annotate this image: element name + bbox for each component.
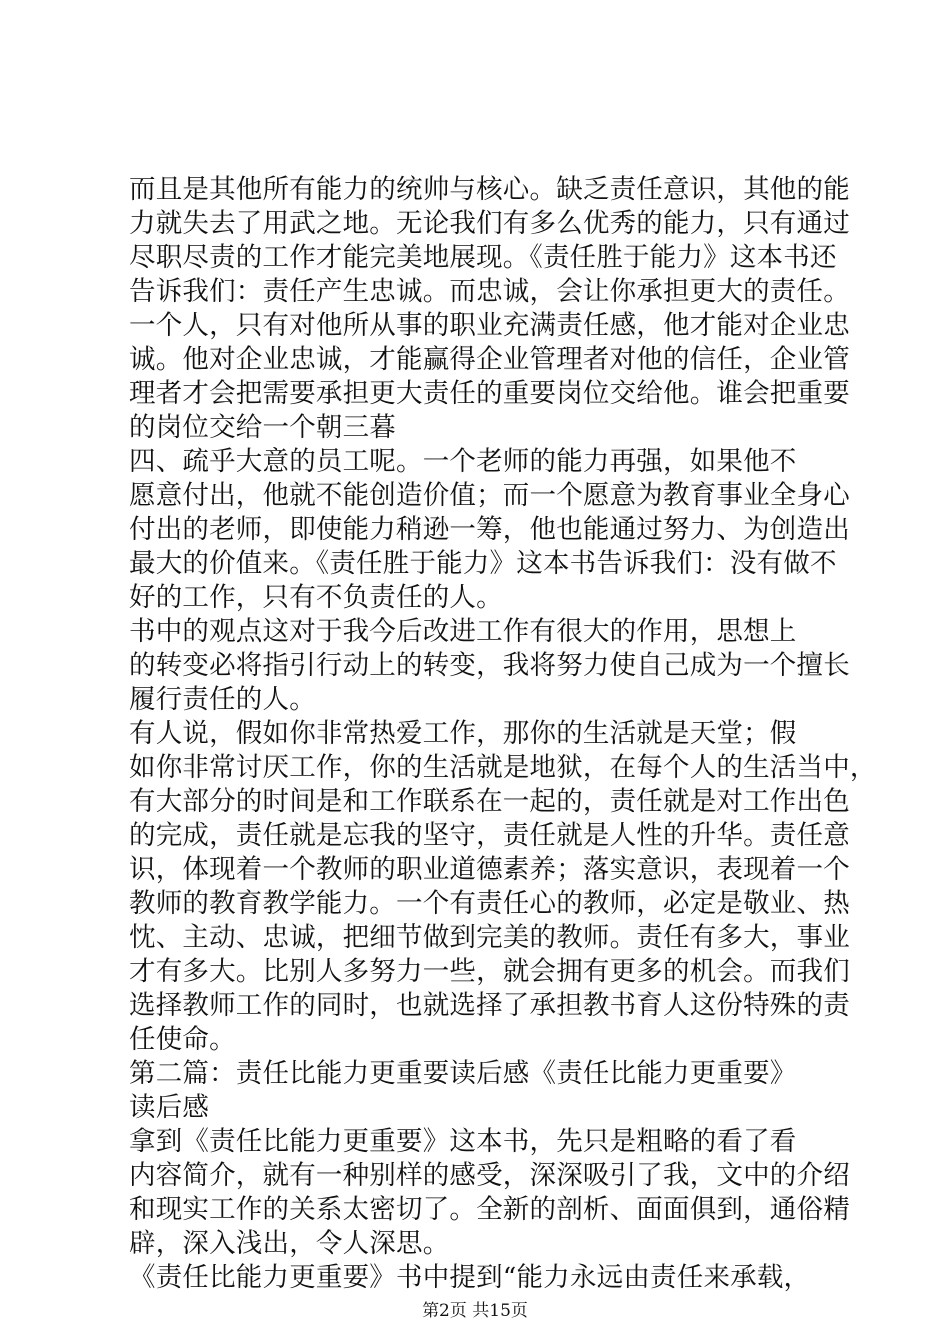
text-line: 理者才会把需要承担更大责任的重要岗位交给他。谁会把重要 (129, 378, 850, 409)
text-line: 书中的观点这对于我今后改进工作有很大的作用，思想上 (129, 616, 797, 647)
text-line: 选择教师工作的同时，也就选择了承担教书育人这份特殊的责 (129, 990, 850, 1021)
text-line: 教师的教育教学能力。一个有责任心的教师，必定是敬业、热 (129, 888, 850, 919)
text-line: 诚。他对企业忠诚，才能赢得企业管理者对他的信任，企业管 (129, 344, 850, 375)
text-line: 如你非常讨厌工作，你的生活就是地狱，在每个人的生活当中， (129, 752, 877, 783)
text-line: 辟，深入浅出，令人深思。 (129, 1228, 450, 1259)
text-line: 付出的老师，即使能力稍逊一筹，他也能通过努力、为创造出 (129, 514, 850, 545)
text-line: 有大部分的时间是和工作联系在一起的，责任就是对工作出色 (129, 786, 850, 817)
text-line: 的完成，责任就是忘我的坚守，责任就是人性的升华。责任意 (129, 820, 850, 851)
text-line: 最大的价值来。《责任胜于能力》这本书告诉我们：没有做不 (129, 548, 837, 579)
text-line: 和现实工作的关系太密切了。全新的剖析、面面俱到，通俗精 (129, 1194, 850, 1225)
text-line: 才有多大。比别人多努力一些，就会拥有更多的机会。而我们 (129, 956, 850, 987)
text-line: 履行责任的人。 (129, 684, 316, 715)
text-line: 有人说，假如你非常热爱工作，那你的生活就是天堂；假 (129, 718, 797, 749)
text-line: 而且是其他所有能力的统帅与核心。缺乏责任意识，其他的能 (129, 174, 850, 205)
text-line: 第二篇：责任比能力更重要读后感《责任比能力更重要》 (129, 1058, 797, 1089)
text-line: 读后感 (129, 1092, 210, 1123)
text-line: 一个人，只有对他所从事的职业充满责任感，他才能对企业忠 (129, 310, 850, 341)
text-line: 愿意付出，他就不能创造价值；而一个愿意为教育事业全身心 (129, 480, 850, 511)
text-line: 内容简介，就有一种别样的感受，深深吸引了我，文中的介绍 (129, 1160, 850, 1191)
text-line: 拿到《责任比能力更重要》这本书，先只是粗略的看了看 (129, 1126, 797, 1157)
text-line: 任使命。 (129, 1024, 236, 1055)
text-line: 的岗位交给一个朝三暮 (129, 412, 396, 443)
text-line: 尽职尽责的工作才能完美地展现。《责任胜于能力》这本书还 (129, 242, 837, 273)
page-footer: 第2页 共15页 (422, 1301, 528, 1321)
text-line: 告诉我们：责任产生忠诚。而忠诚，会让你承担更大的责任。 (129, 276, 850, 307)
text-line: 力就失去了用武之地。无论我们有多么优秀的能力，只有通过 (129, 208, 850, 239)
text-line: 忱、主动、忠诚，把细节做到完美的教师。责任有多大，事业 (129, 922, 850, 953)
text-line: 的转变必将指引行动上的转变，我将努力使自己成为一个擅长 (129, 650, 850, 681)
text-line: 《责任比能力更重要》书中提到“能力永远由责任来承载， (129, 1262, 811, 1293)
text-line: 四、疏乎大意的员工呢。一个老师的能力再强，如果他不 (129, 446, 797, 477)
text-line: 好的工作，只有不负责任的人。 (129, 582, 503, 613)
text-line: 识，体现着一个教师的职业道德素养；落实意识，表现着一个 (129, 854, 850, 885)
